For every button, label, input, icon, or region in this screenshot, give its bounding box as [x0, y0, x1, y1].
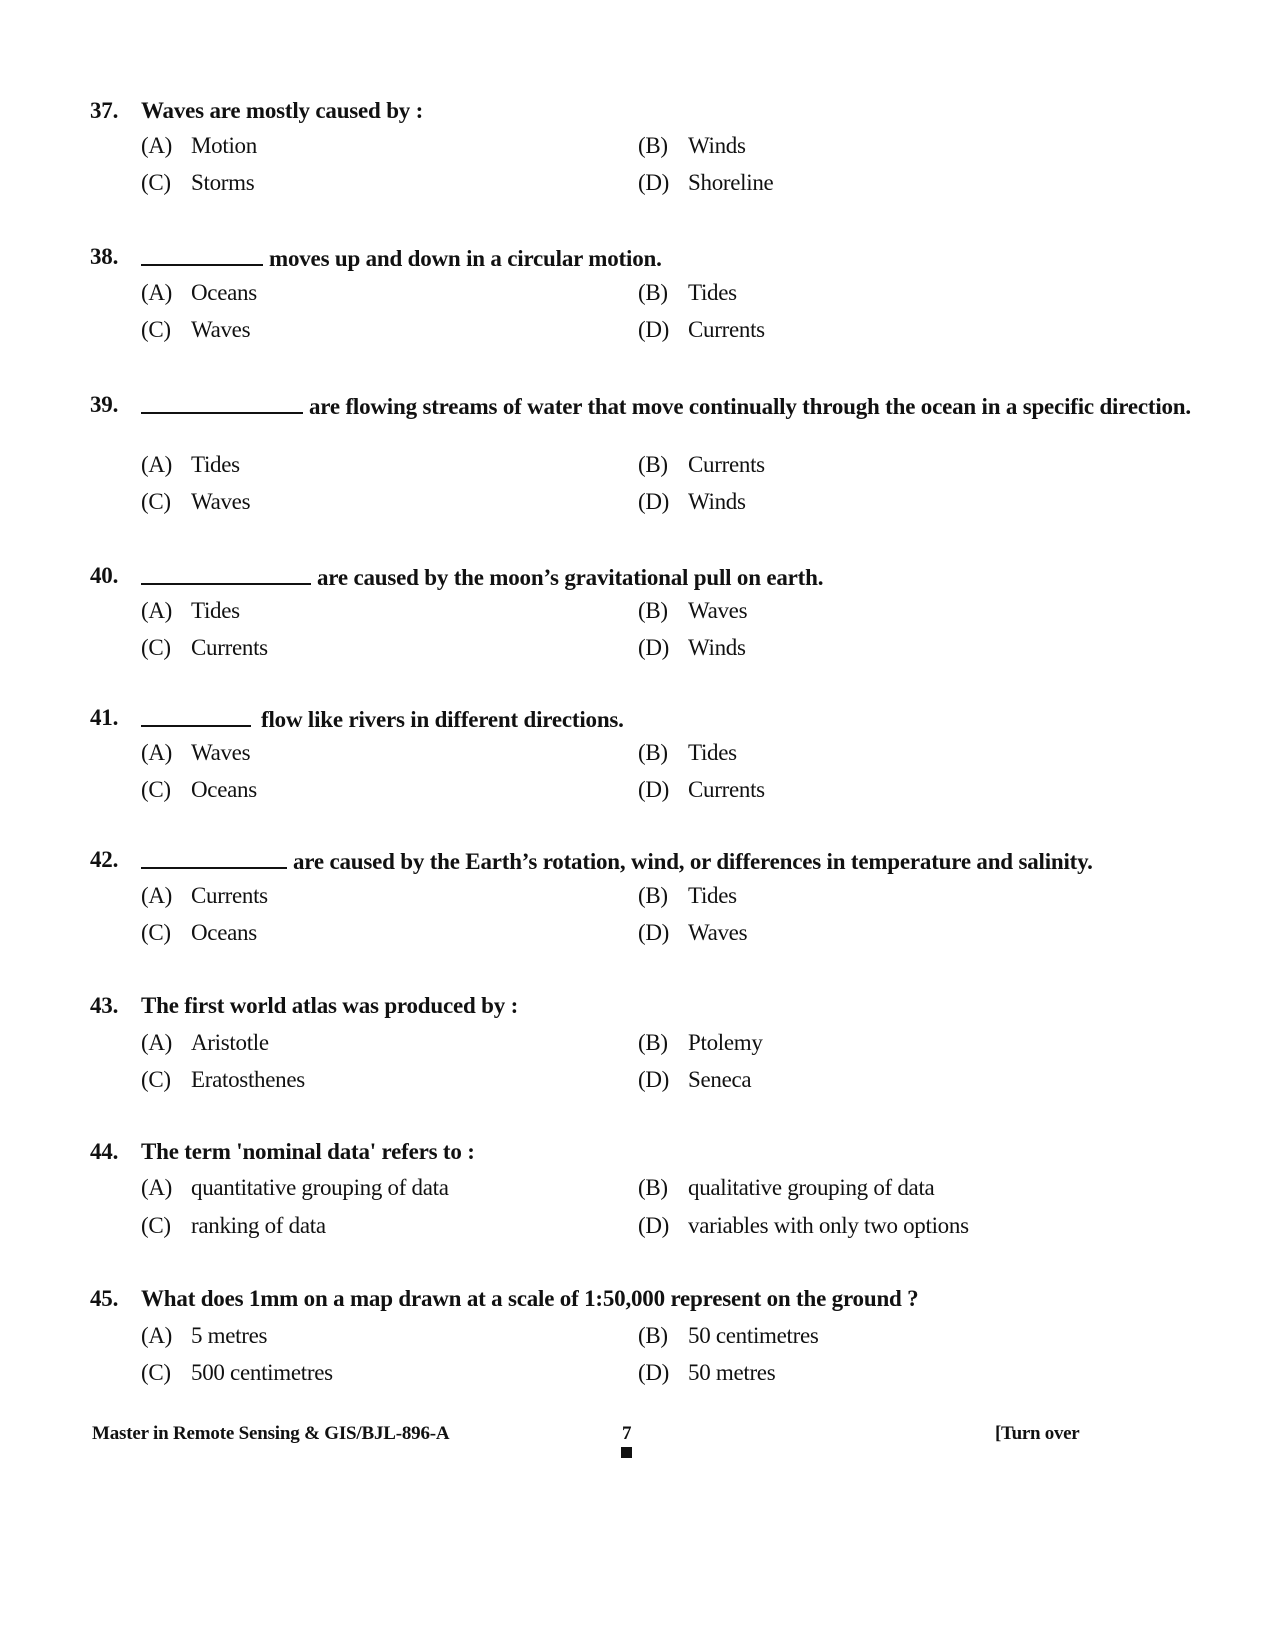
option-label: (C) [141, 170, 171, 195]
option-label: (C) [141, 317, 171, 342]
option-label: (A) [141, 452, 173, 477]
option-label: (D) [638, 777, 670, 802]
option-text: Tides [688, 280, 737, 305]
question-text: are caused by the moon’s gravitational pull on earth. [317, 565, 824, 590]
option-label: (A) [141, 280, 173, 305]
option-label: (A) [141, 740, 173, 765]
option-label: (D) [638, 635, 670, 660]
option-text: Currents [688, 317, 765, 342]
question-text-wrapper [141, 847, 1191, 874]
question-text: Waves are mostly caused by : [141, 98, 424, 123]
turn-over-note: [Turn over [995, 1423, 1080, 1444]
question-number: 40. [90, 563, 119, 588]
option-a [141, 133, 257, 158]
option-b [638, 883, 737, 908]
option-text: Currents [191, 883, 268, 908]
option-label: (A) [141, 598, 173, 623]
option-label: (D) [638, 920, 670, 945]
option-b [638, 1030, 763, 1055]
option-label: (C) [141, 635, 171, 660]
option-d [638, 1213, 969, 1238]
question-text-wrapper [141, 563, 1191, 590]
question-text: flow like rivers in different directions. [261, 707, 624, 732]
option-label: (C) [141, 777, 171, 802]
option-d [638, 170, 773, 195]
question-text-wrapper [141, 392, 1191, 419]
option-a [141, 1030, 269, 1055]
question-number: 42. [90, 847, 119, 872]
option-d [638, 1067, 751, 1092]
option-label: (D) [638, 1213, 670, 1238]
option-text: Currents [688, 777, 765, 802]
option-label: (B) [638, 598, 668, 623]
question-text: The first world atlas was produced by : [141, 993, 519, 1018]
option-b [638, 280, 737, 305]
option-label: (B) [638, 883, 668, 908]
option-d [638, 317, 765, 342]
option-text: qualitative grouping of data [688, 1175, 935, 1200]
option-a [141, 1323, 267, 1348]
answer-blank [141, 244, 263, 266]
option-label: (B) [638, 1175, 668, 1200]
option-d [638, 635, 746, 660]
option-text: Waves [191, 489, 251, 514]
option-b [638, 598, 747, 623]
question-text: moves up and down in a circular motion. [269, 246, 662, 271]
option-label: (C) [141, 489, 171, 514]
option-label: (B) [638, 740, 668, 765]
option-text: Seneca [688, 1067, 752, 1092]
option-text: Waves [688, 598, 748, 623]
option-text: Tides [688, 883, 737, 908]
question-number: 41. [90, 705, 119, 730]
option-label: (D) [638, 1067, 670, 1092]
option-c [141, 170, 254, 195]
question-text: are flowing streams of water that move continually through the ocean in a specific direction. [309, 394, 1191, 419]
option-a [141, 280, 257, 305]
option-d [638, 920, 747, 945]
option-c [141, 317, 250, 342]
option-label: (A) [141, 133, 173, 158]
option-text: Storms [191, 170, 255, 195]
option-text: Motion [191, 133, 257, 158]
option-d [638, 489, 746, 514]
option-text: Currents [688, 452, 765, 477]
option-text: Tides [191, 452, 240, 477]
option-text: Shoreline [688, 170, 774, 195]
question-number: 39. [90, 392, 119, 417]
question-text: The term 'nominal data' refers to : [141, 1139, 475, 1164]
option-d [638, 777, 765, 802]
option-text: Aristotle [191, 1030, 269, 1055]
option-text: Oceans [191, 280, 257, 305]
option-label: (C) [141, 1067, 171, 1092]
option-a [141, 883, 268, 908]
option-text: 5 metres [191, 1323, 268, 1348]
option-text: variables with only two options [688, 1213, 969, 1238]
option-c [141, 777, 257, 802]
option-label: (D) [638, 1360, 670, 1385]
option-label: (C) [141, 920, 171, 945]
option-text: 50 centimetres [688, 1323, 819, 1348]
question-text: What does 1mm on a map drawn at a scale of 1:50,000 represent on the ground ? [141, 1286, 919, 1311]
option-label: (A) [141, 1323, 173, 1348]
option-a [141, 452, 240, 477]
question-text: are caused by the Earth’s rotation, wind, or differences in temperature and salinity. [293, 849, 1093, 874]
question-number: 43. [90, 993, 119, 1018]
answer-blank [141, 705, 251, 727]
option-b [638, 133, 746, 158]
option-b [638, 1175, 934, 1200]
question-number: 37. [90, 98, 119, 123]
option-c [141, 489, 250, 514]
option-c [141, 920, 257, 945]
footer-course-code: Master in Remote Sensing & GIS/BJL-896-A [92, 1423, 450, 1444]
option-label: (A) [141, 1175, 173, 1200]
option-label: (A) [141, 1030, 173, 1055]
answer-blank [141, 563, 311, 585]
question-number: 38. [90, 244, 119, 269]
option-c [141, 1067, 305, 1092]
option-text: Waves [191, 317, 251, 342]
option-text: ranking of data [191, 1213, 326, 1238]
option-label: (B) [638, 1323, 668, 1348]
option-a [141, 598, 240, 623]
option-a [141, 1175, 449, 1200]
option-label: (D) [638, 489, 670, 514]
option-label: (A) [141, 883, 173, 908]
option-text: quantitative grouping of data [191, 1175, 449, 1200]
page-number: 7 [622, 1423, 632, 1444]
option-label: (C) [141, 1213, 171, 1238]
option-b [638, 452, 765, 477]
option-text: 500 centimetres [191, 1360, 333, 1385]
question-text-wrapper [141, 705, 1191, 732]
option-text: Waves [688, 920, 748, 945]
option-c [141, 1213, 326, 1238]
option-b [638, 740, 737, 765]
option-label: (B) [638, 452, 668, 477]
answer-blank [141, 847, 287, 869]
page-mark-square [621, 1447, 632, 1458]
option-text: 50 metres [688, 1360, 776, 1385]
option-c [141, 635, 268, 660]
option-label: (D) [638, 317, 670, 342]
option-text: Eratosthenes [191, 1067, 305, 1092]
option-label: (C) [141, 1360, 171, 1385]
answer-blank [141, 392, 303, 414]
question-text-wrapper [141, 244, 1191, 271]
option-text: Winds [688, 133, 746, 158]
option-text: Ptolemy [688, 1030, 763, 1055]
option-label: (B) [638, 280, 668, 305]
option-text: Oceans [191, 777, 257, 802]
option-d [638, 1360, 775, 1385]
question-number: 45. [90, 1286, 119, 1311]
option-text: Oceans [191, 920, 257, 945]
option-text: Currents [191, 635, 268, 660]
option-label: (B) [638, 1030, 668, 1055]
option-text: Winds [688, 489, 746, 514]
question-number: 44. [90, 1139, 119, 1164]
option-text: Tides [688, 740, 737, 765]
option-b [638, 1323, 819, 1348]
option-text: Waves [191, 740, 251, 765]
option-label: (D) [638, 170, 670, 195]
option-text: Tides [191, 598, 240, 623]
option-text: Winds [688, 635, 746, 660]
option-label: (B) [638, 133, 668, 158]
option-a [141, 740, 250, 765]
option-c [141, 1360, 333, 1385]
